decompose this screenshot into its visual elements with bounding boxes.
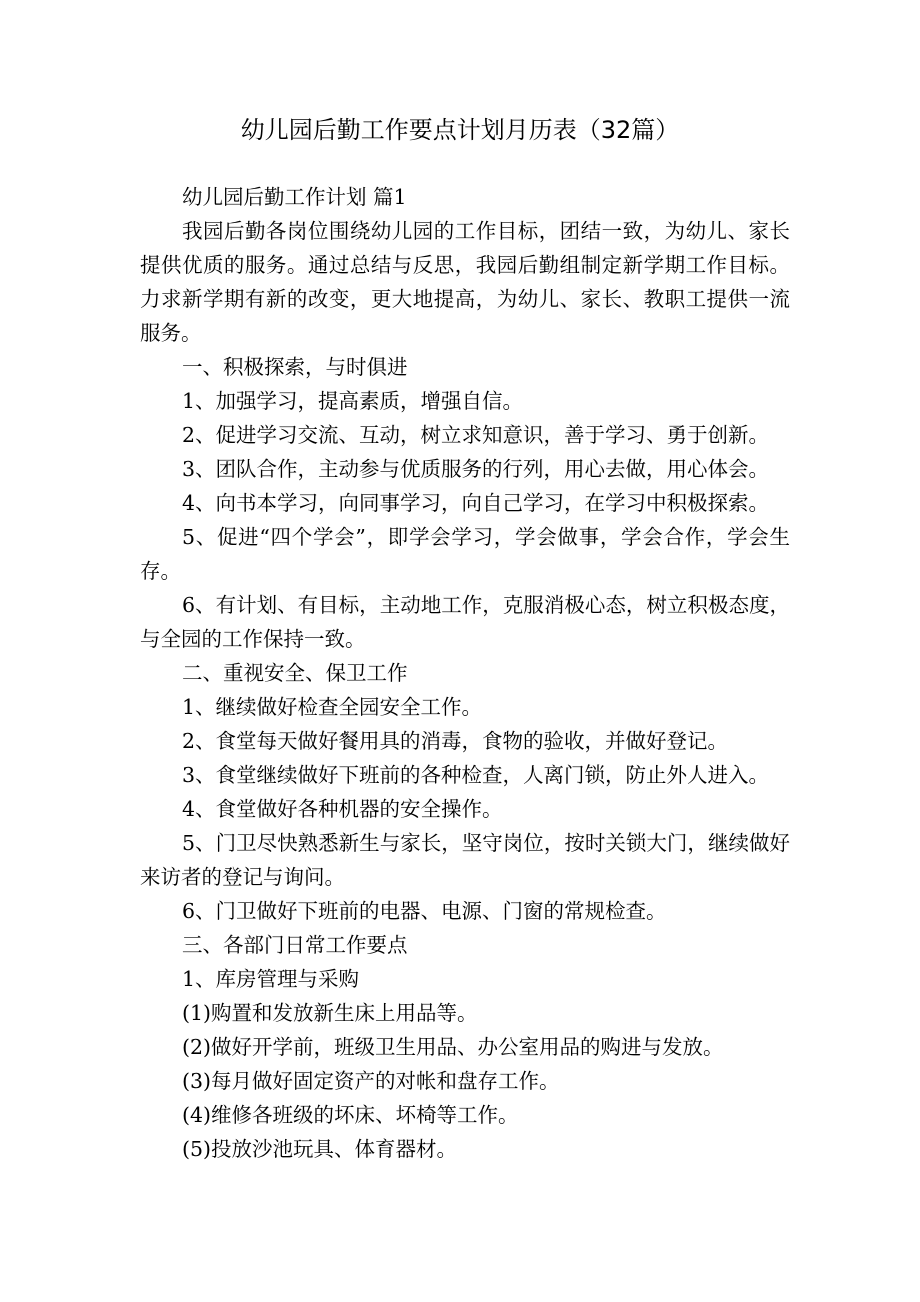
- list-item: 4、向书本学习，向同事学习，向自己学习，在学习中积极探索。: [182, 491, 770, 515]
- list-item: (5)投放沙池玩具、体育器材。: [182, 1137, 458, 1161]
- list-item: 1、加强学习，提高素质，增强自信。: [182, 389, 524, 413]
- list-item: 4、食堂做好各种机器的安全操作。: [182, 797, 503, 821]
- document-body: [140, 180, 790, 1166]
- subsection-heading: 一、积极探索，与时俱进: [182, 355, 408, 379]
- list-item: 6、门卫做好下班前的电器、电源、门窗的常规检查。: [182, 899, 667, 923]
- list-item: 5、门卫尽快熟悉新生与家长，坚守岗位，按时关锁大门，继续做好来访者的登记与询问。: [140, 831, 790, 889]
- list-item: 5、促进“四个学会”，即学会学习，学会做事，学会合作，学会生存。: [140, 525, 790, 583]
- list-item: 1、继续做好检查全园安全工作。: [182, 695, 483, 719]
- document-title: 幼儿园后勤工作要点计划月历表（32篇）: [240, 116, 680, 144]
- intro-paragraph: 我园后勤各岗位围绕幼儿园的工作目标，团结一致，为幼儿、家长提供优质的服务。通过总结与反思，我园后勤组制定新学期工作目标。力求新学期有新的改变，更大地提高，为幼儿、家长、教职工提供一流服务。: [140, 219, 790, 345]
- list-item: (4)维修各班级的坏床、坏椅等工作。: [182, 1103, 519, 1127]
- subsection-heading: 二、重视安全、保卫工作: [182, 661, 408, 685]
- list-item: (3)每月做好固定资产的对帐和盘存工作。: [182, 1069, 560, 1093]
- list-item: (2)做好开学前，班级卫生用品、办公室用品的购进与发放。: [182, 1035, 724, 1059]
- list-item: 3、团队合作，主动参与优质服务的行列，用心去做，用心体会。: [182, 457, 770, 481]
- list-item: (1)购置和发放新生床上用品等。: [182, 1001, 478, 1025]
- list-item: 3、食堂继续做好下班前的各种检查，人离门锁，防止外人进入。: [182, 763, 770, 787]
- list-item: 2、食堂每天做好餐用具的消毒，食物的验收，并做好登记。: [182, 729, 729, 753]
- list-item: 2、促进学习交流、互动，树立求知意识，善于学习、勇于创新。: [182, 423, 770, 447]
- section-heading: 幼儿园后勤工作计划 篇1: [182, 185, 407, 209]
- list-item: 1、库房管理与采购: [182, 967, 360, 991]
- list-item: 6、有计划、有目标，主动地工作，克服消极心态，树立积极态度，与全园的工作保持一致。: [140, 593, 790, 651]
- subsection-heading: 三、各部门日常工作要点: [182, 933, 408, 957]
